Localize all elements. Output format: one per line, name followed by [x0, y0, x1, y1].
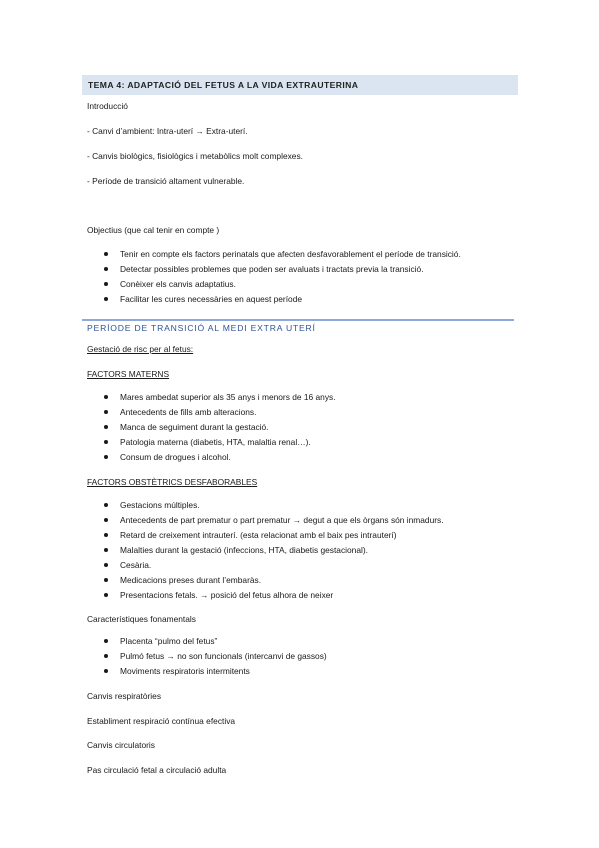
section-divider — [82, 319, 514, 321]
bullet-icon — [104, 563, 108, 567]
factors-obstetrics-heading: FACTORS OBSTÈTRICS DESFABORABLES — [87, 477, 258, 487]
bullet-icon — [104, 395, 108, 399]
list-item: Gestacions múltiples. — [104, 498, 444, 513]
list-item: Antecedents de fills amb alteracions. — [104, 405, 336, 420]
bullet-icon — [104, 639, 108, 643]
list-item: Placenta “pulmo del fetus” — [104, 634, 327, 649]
list-item: Facilitar les cures necessàries en aquest període — [104, 292, 461, 307]
pas-circulacio-heading: Pas circulació fetal a circulació adulta — [87, 765, 227, 775]
list-item: Malalties durant la gestació (infeccions, HTA, diabetis gestacional). — [104, 543, 444, 558]
bullet-icon — [104, 669, 108, 673]
bullet-icon — [104, 267, 108, 271]
intro-heading: Introducció — [87, 101, 128, 111]
bullet-icon — [104, 425, 108, 429]
list-item: Antecedents de part prematur o part prematur → degut a que els òrgans són inmadurs. — [104, 513, 444, 528]
factors-materns-heading: FACTORS MATERNS — [87, 369, 170, 379]
bullet-icon — [104, 282, 108, 286]
section-heading: PERÍODE DE TRANSICIÓ AL MEDI EXTRA UTERÍ — [87, 323, 316, 333]
section-subheading: Gestació de risc per al fetus: — [87, 344, 194, 354]
intro-line-3: - Període de transició altament vulnerable. — [87, 176, 245, 186]
caracteristiques-list — [104, 634, 327, 679]
canvis-respiratories-heading: Canvis respiratòries — [87, 691, 162, 701]
list-item: Moviments respiratoris intermitents — [104, 664, 327, 679]
factors-materns-list — [104, 390, 336, 465]
list-item: Medicacions preses durant l’embaràs. — [104, 573, 444, 588]
bullet-icon — [104, 252, 108, 256]
list-item: Consum de drogues i alcohol. — [104, 450, 336, 465]
list-item: Pulmó fetus → no son funcionals (intercanvi de gassos) — [104, 649, 327, 664]
bullet-icon — [104, 297, 108, 301]
objectius-list — [104, 247, 461, 307]
bullet-icon — [104, 518, 108, 522]
list-item: Cesària. — [104, 558, 444, 573]
intro-line-2: - Canvis biològics, fisiològics i metabòlics molt complexes. — [87, 151, 303, 161]
bullet-icon — [104, 455, 108, 459]
list-item: Presentacions fetals. → posició del fetus alhora de neixer — [104, 588, 444, 603]
bullet-icon — [104, 578, 108, 582]
intro-line-1: - Canvi d’ambient: Intra-uterí → Extra-uterí. — [87, 126, 248, 136]
title-banner — [82, 75, 518, 95]
bullet-icon — [104, 654, 108, 658]
caracteristiques-heading: Característiques fonamentals — [87, 614, 196, 624]
bullet-icon — [104, 548, 108, 552]
objectius-heading: Objectius (que cal tenir en compte ) — [87, 225, 220, 235]
bullet-icon — [104, 593, 108, 597]
bullet-icon — [104, 533, 108, 537]
factors-obstetrics-list — [104, 498, 444, 603]
document-title: TEMA 4: ADAPTACIÓ DEL FETUS A LA VIDA EXTRAUTERINA — [88, 80, 359, 90]
list-item: Conèixer els canvis adaptatius. — [104, 277, 461, 292]
list-item: Patologia materna (diabetis, HTA, malaltia renal…). — [104, 435, 336, 450]
list-item: Manca de seguiment durant la gestació. — [104, 420, 336, 435]
bullet-icon — [104, 440, 108, 444]
list-item: Retard de creixement intrauterí. (esta relacionat amb el baix pes intrauterí) — [104, 528, 444, 543]
list-item: Tenir en compte els factors perinatals que afecten desfavorablement el període de transició. — [104, 247, 461, 262]
bullet-icon — [104, 503, 108, 507]
bullet-icon — [104, 410, 108, 414]
list-item: Mares ambedat superior als 35 anys i menors de 16 anys. — [104, 390, 336, 405]
canvis-circulatoris-heading: Canvis circulatoris — [87, 740, 155, 750]
list-item: Detectar possibles problemes que poden ser avaluats i tractats previa la transició. — [104, 262, 461, 277]
establiment-respiracio-heading: Establiment respiració contínua efectiva — [87, 716, 236, 726]
